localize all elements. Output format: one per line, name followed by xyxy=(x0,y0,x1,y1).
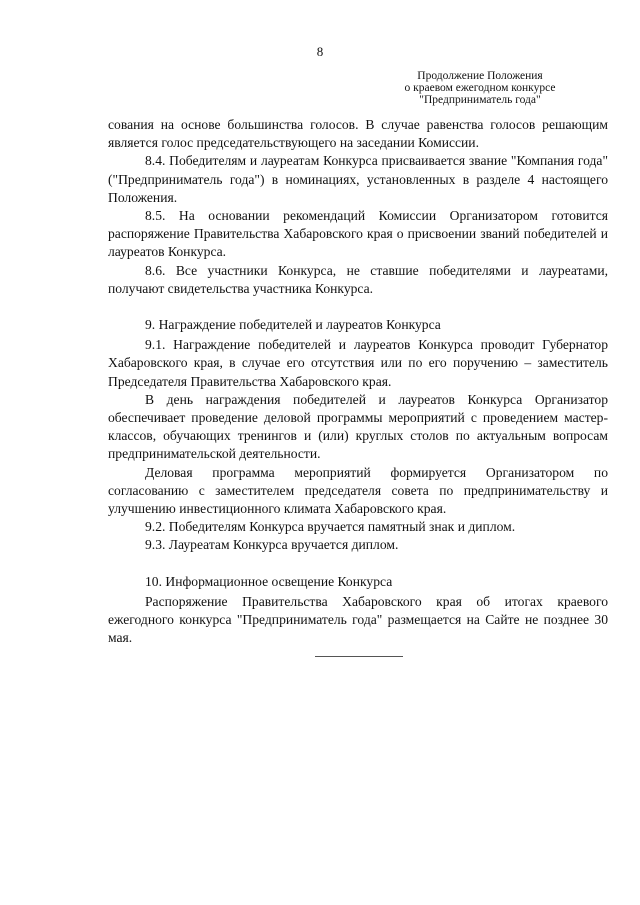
paragraph-9-2: 9.2. Победителям Конкурса вручается памятный знак и диплом. xyxy=(145,519,516,535)
paragraph-9-1: 9.1. Награждение победителей и лауреатов Конкурса проводит Губернатор Хабаровского края, в случае его отсутствия или по его поручению – заместитель Председателя Правительства Хабаровского края. xyxy=(108,337,608,389)
paragraph-business-program-formation: Деловая программа мероприятий формируется Организатором по согласованию с заместителем председателя совета по предпринимательству и улучшению инвестиционного климата Хабаровского края. xyxy=(108,464,608,517)
running-header-line: Продолжение Положения xyxy=(417,70,543,82)
paragraph-8-5: 8.5. На основании рекомендаций Комиссии Организатором готовится распоряжение Правительства Хабаровского края о присвоении званий победителей и лауреатов Конкурса. xyxy=(108,208,608,260)
paragraph-8-4: 8.4. Победителям и лауреатам Конкурса присваивается звание "Компания года" ("Предприниматель года") в номинациях, установленных в разделе 4 настоящего Положения. xyxy=(108,153,608,205)
paragraph-8-6: 8.6. Все участники Конкурса, не ставшие победителями и лауреатами, получают свидетельства участника Конкурса. xyxy=(108,262,608,296)
section-heading-10: 10. Информационное освещение Конкурса xyxy=(145,573,393,589)
paragraph-10-1: Распоряжение Правительства Хабаровского края об итогах краевого ежегодного конкурса "Предприниматель года" размещается на Сайте не позднее 30 мая. xyxy=(108,593,608,646)
end-of-document-rule xyxy=(315,656,403,657)
running-header-line: "Предприниматель года" xyxy=(419,94,541,106)
page-number: 8 xyxy=(316,44,324,59)
paragraph-8-3-continued: сования на основе большинства голосов. В случае равенства голосов решающим является голос председательствующего на заседании Комиссии. xyxy=(108,117,608,151)
section-heading-9: 9. Награждение победителей и лауреатов Конкурса xyxy=(145,317,441,333)
document-body xyxy=(108,116,608,647)
paragraph-9-3: 9.3. Лауреатам Конкурса вручается диплом. xyxy=(145,537,399,553)
running-header-line: о краевом ежегодном конкурсе xyxy=(404,82,556,94)
paragraph-business-program: В день награждения победителей и лауреатов Конкурса Организатор обеспечивает проведение деловой программы мероприятий с проведением мастер-классов, обучающих тренингов и (или) круглых столов по актуальным вопросам предпринимательской деятельности. xyxy=(108,391,608,462)
running-header xyxy=(350,70,610,106)
